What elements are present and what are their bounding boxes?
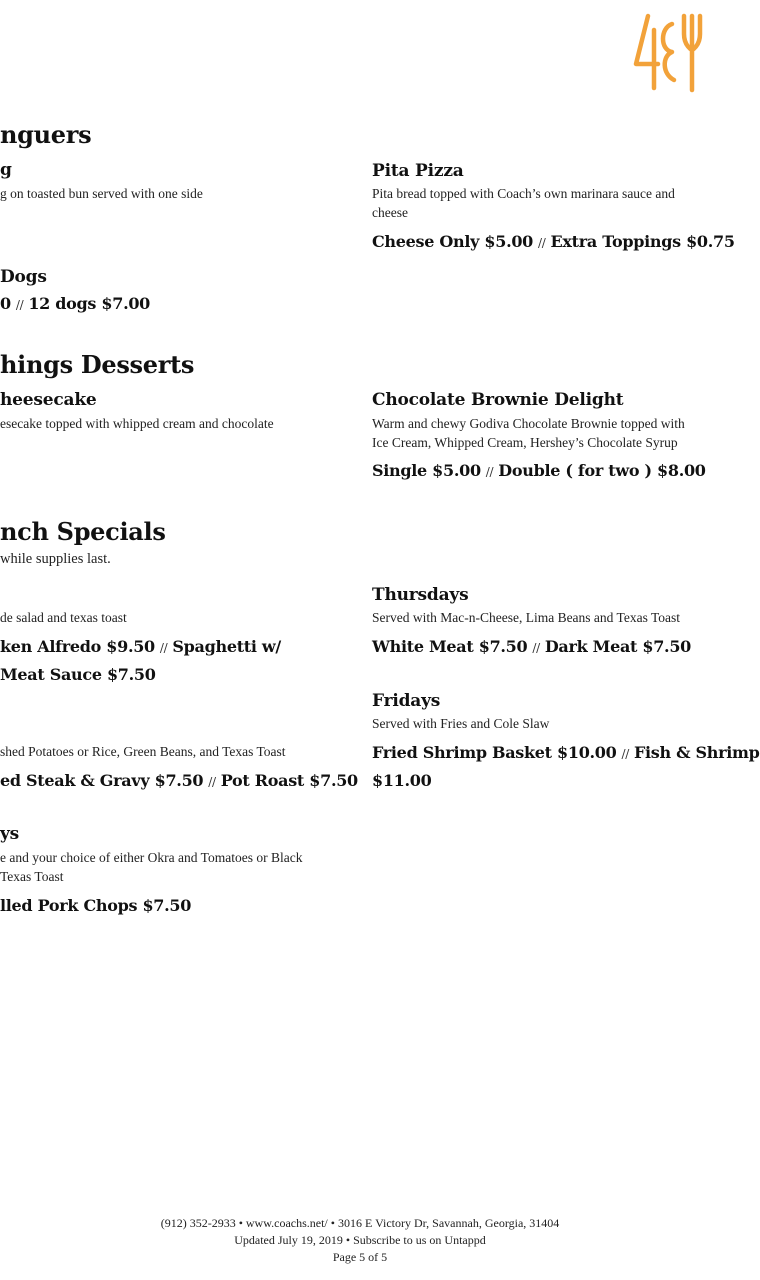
item-price-thursdays xyxy=(372,637,691,656)
price-separator: // xyxy=(208,775,216,789)
price-extra-toppings: Extra Toppings $0.75 xyxy=(550,232,735,251)
item-name-wednesday: ys xyxy=(0,824,20,844)
price-chicken-alfredo: ken Alfredo $9.50 xyxy=(0,637,155,656)
item-desc-burger: g on toasted bun served with one side xyxy=(0,186,203,201)
item-price-brownie xyxy=(372,461,706,480)
section-title-lunch: nch Specials xyxy=(0,517,166,546)
price-separator: // xyxy=(532,641,540,655)
item-desc-tuesday: shed Potatoes or Rice, Green Beans, and Texas Toast xyxy=(0,744,286,759)
section-note-lunch: while supplies last. xyxy=(0,551,111,567)
price-separator: // xyxy=(538,236,546,250)
price-dark-meat: Dark Meat $7.50 xyxy=(544,637,691,656)
item-desc-fridays: Served with Fries and Cole Slaw xyxy=(372,716,550,731)
section-title-desserts: hings Desserts xyxy=(0,350,195,379)
footer-updated: Updated July 19, 2019 • Subscribe to us on Untappd xyxy=(234,1233,486,1247)
price-shrimp-basket: Fried Shrimp Basket $10.00 xyxy=(372,743,617,762)
price-separator: // xyxy=(15,298,24,312)
price-steak-gravy: ed Steak & Gravy $7.50 xyxy=(0,771,204,790)
footer-page-number: Page 5 of 5 xyxy=(332,1250,388,1264)
price-spaghetti: Spaghetti w/ xyxy=(172,637,281,656)
price-hot-dogs-lead: 0 xyxy=(0,294,11,313)
price-separator: // xyxy=(159,641,168,655)
item-name-brownie: Chocolate Brownie Delight xyxy=(372,390,624,410)
item-name-cheesecake: heesecake xyxy=(0,390,97,410)
item-name-thursdays: Thursdays xyxy=(372,585,469,605)
price-cheese-only: Cheese Only $5.00 xyxy=(372,232,534,251)
item-desc-brownie-1: Warm and chewy Godiva Chocolate Brownie topped with xyxy=(372,416,685,431)
item-price-pita-pizza xyxy=(372,232,735,251)
item-price-fridays xyxy=(372,743,760,762)
item-name-burger: g xyxy=(0,160,12,180)
price-fish-shrimp: Fish & Shrimp xyxy=(633,743,760,762)
item-desc-cheesecake: esecake topped with whipped cream and chocolate xyxy=(0,416,274,431)
item-price-pork-chops: lled Pork Chops $7.50 xyxy=(0,896,192,915)
footer-contact: (912) 352-2933 • www.coachs.net/ • 3016 E Victory Dr, Savannah, Georgia, 31404 xyxy=(160,1216,560,1230)
item-desc-wednesday-1: e and your choice of either Okra and Tomatoes or Black xyxy=(0,850,303,865)
item-desc-wednesday-2: Texas Toast xyxy=(0,869,64,884)
item-price-hot-dogs xyxy=(0,294,150,313)
item-desc-thursdays: Served with Mac-n-Cheese, Lima Beans and Texas Toast xyxy=(372,610,681,625)
section-title-burgers: nguers xyxy=(0,120,92,149)
item-price-tuesday xyxy=(0,771,358,790)
price-separator: // xyxy=(621,747,629,761)
price-pot-roast: Pot Roast $7.50 xyxy=(220,771,358,790)
price-12-dogs: 12 dogs $7.00 xyxy=(28,294,151,313)
item-price-monday xyxy=(0,637,281,656)
item-price-meat-sauce: Meat Sauce $7.50 xyxy=(0,665,156,684)
price-separator: // xyxy=(485,465,494,479)
item-name-fridays: Fridays xyxy=(372,691,441,711)
item-desc-pita-pizza-1: Pita bread topped with Coach’s own marinara sauce and xyxy=(372,186,675,201)
item-price-fish-shrimp-amount: $11.00 xyxy=(372,771,432,790)
fork-spoon-logo-icon xyxy=(632,10,704,94)
price-white-meat: White Meat $7.50 xyxy=(372,637,528,656)
price-double: Double ( for two ) $8.00 xyxy=(498,461,706,480)
item-desc-brownie-2: Ice Cream, Whipped Cream, Hershey’s Chocolate Syrup xyxy=(372,435,678,450)
item-name-pita-pizza: Pita Pizza xyxy=(372,161,464,181)
item-desc-pita-pizza-2: cheese xyxy=(372,205,408,220)
item-name-hot-dogs: Dogs xyxy=(0,267,47,287)
price-single: Single $5.00 xyxy=(372,461,481,480)
item-desc-monday: de salad and texas toast xyxy=(0,610,127,625)
